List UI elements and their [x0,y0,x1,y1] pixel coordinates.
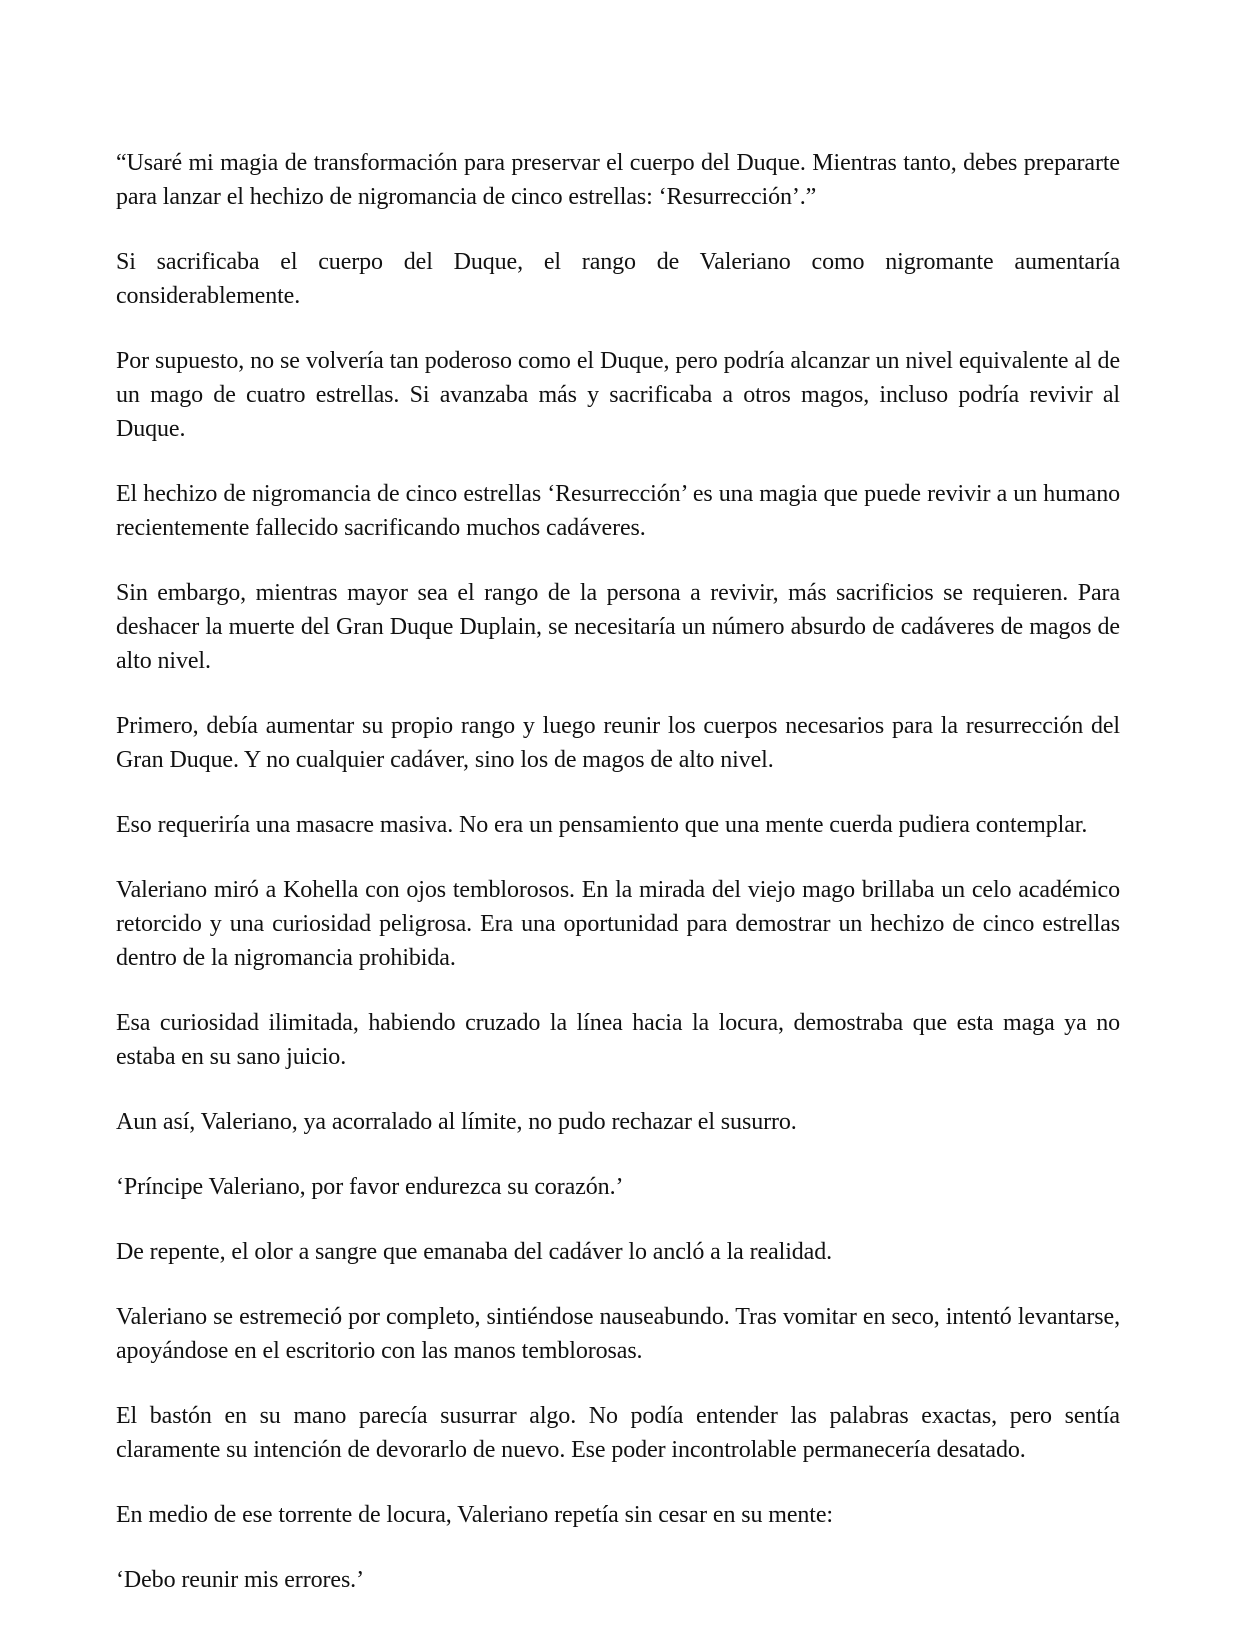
paragraph: Si sacrificaba el cuerpo del Duque, el rango de Valeriano como nigromante aumentaría considerablemente. [116,249,1120,309]
paragraph: Esa curiosidad ilimitada, habiendo cruzado la línea hacia la locura, demostraba que esta maga ya no estaba en su sano juicio. [116,1010,1120,1070]
paragraph: Sin embargo, mientras mayor sea el rango de la persona a revivir, más sacrificios se requieren. Para deshacer la muerte del Gran Duque Duplain, se necesitaría un número absurdo de cadáveres de magos de alto nivel. [116,580,1120,674]
paragraph: En medio de ese torrente de locura, Valeriano repetía sin cesar en su mente: [116,1502,833,1528]
paragraph: Primero, debía aumentar su propio rango y luego reunir los cuerpos necesarios para la resurrección del Gran Duque. Y no cualquier cadáver, sino los de magos de alto nivel. [116,713,1120,773]
paragraph: Eso requeriría una masacre masiva. No era un pensamiento que una mente cuerda pudiera contemplar. [116,812,1088,838]
paragraph: ‘Debo reunir mis errores.’ [116,1567,364,1593]
paragraph: Valeriano miró a Kohella con ojos temblorosos. En la mirada del viejo mago brillaba un celo académico retorcido y una curiosidad peligrosa. Era una oportunidad para demostrar un hechizo de cinco estrellas dentro de la nigromancia prohibida. [116,877,1120,971]
paragraph: Valeriano se estremeció por completo, sintiéndose nauseabundo. Tras vomitar en seco, intentó levantarse, apoyándose en el escritorio con las manos temblorosas. [116,1304,1120,1364]
paragraph: Aun así, Valeriano, ya acorralado al límite, no pudo rechazar el susurro. [116,1109,797,1135]
document-page [116,146,1120,1628]
paragraph: El hechizo de nigromancia de cinco estrellas ‘Resurrección’ es una magia que puede revivir a un humano recientemente fallecido sacrificando muchos cadáveres. [116,481,1120,541]
paragraph: ‘Príncipe Valeriano, por favor endurezca su corazón.’ [116,1174,624,1200]
paragraph: “Usaré mi magia de transformación para preservar el cuerpo del Duque. Mientras tanto, debes prepararte para lanzar el hechizo de nigromancia de cinco estrellas: ‘Resurrección’.” [116,150,1120,210]
paragraph: El bastón en su mano parecía susurrar algo. No podía entender las palabras exactas, pero sentía claramente su intención de devorarlo de nuevo. Ese poder incontrolable permanecería desatado. [116,1403,1120,1463]
paragraph: Por supuesto, no se volvería tan poderoso como el Duque, pero podría alcanzar un nivel equivalente al de un mago de cuatro estrellas. Si avanzaba más y sacrificaba a otros magos, incluso podría revivir al Duque. [116,348,1120,442]
paragraph: De repente, el olor a sangre que emanaba del cadáver lo ancló a la realidad. [116,1239,833,1265]
